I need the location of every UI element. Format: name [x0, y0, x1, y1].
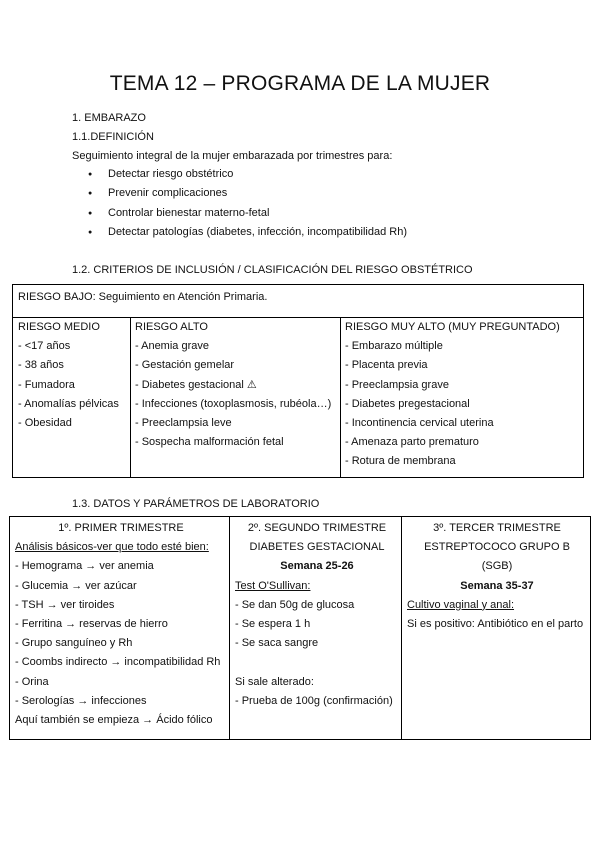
list-item: - Prueba de 100g (confirmación) [235, 694, 393, 707]
section-definicion: 1.1.DEFINICIÓN [72, 131, 154, 143]
trimester-3-subtitle-abbr: (SGB) [481, 560, 513, 573]
divider [130, 317, 131, 477]
page-title: TEMA 12 – PROGRAMA DE LA MUJER [109, 72, 491, 95]
objectives-list [88, 165, 407, 242]
list-item: - Diabetes pregestacional [345, 397, 470, 410]
list-item: - 38 años [18, 359, 64, 372]
section-embarazo: 1. EMBARAZO [72, 112, 146, 124]
divider [340, 317, 341, 477]
list-item: - Anemia grave [135, 340, 209, 353]
list-item: - TSH → ver tiroides [15, 598, 115, 611]
list-item: - Gestación gemelar [135, 359, 235, 372]
list-item: - Glucemia → ver azúcar [15, 579, 137, 592]
list-item: - Hemograma → ver anemia [15, 560, 154, 573]
list-item: - Anomalías pélvicas [18, 397, 119, 410]
trimester-3-subtitle: ESTREPTOCOCO GRUPO B [424, 541, 570, 554]
list-item: - Embarazo múltiple [345, 340, 443, 353]
section-laboratorio: 1.3. DATOS Y PARÁMETROS DE LABORATORIO [72, 498, 320, 510]
risk-low: RIESGO BAJO: Seguimiento en Atención Primaria. [18, 291, 268, 303]
list-item: ● Prevenir complicaciones [88, 184, 407, 203]
list-item: - Incontinencia cervical uterina [345, 416, 494, 429]
list-item: - Ferritina → reservas de hierro [15, 617, 168, 630]
trimester-2-column [235, 519, 399, 711]
culture-label: Cultivo vaginal y anal: [407, 598, 515, 611]
divider [229, 517, 230, 739]
trimester-1-subtitle: Análisis básicos-ver que todo esté bien: [15, 541, 209, 554]
list-item: - Rotura de membrana [345, 455, 456, 468]
risk-high-column [135, 318, 331, 452]
trimester-1-column [15, 519, 227, 730]
list-item: - Diabetes gestacional ⚠ [135, 378, 257, 391]
risk-very-high-header: RIESGO MUY ALTO (MUY PREGUNTADO) [345, 321, 560, 333]
trimester-1-header: 1º. PRIMER TRIMESTRE [58, 522, 184, 534]
trimester-2-header: 2º. SEGUNDO TRIMESTRE [247, 522, 387, 534]
trimester-3-column [407, 519, 587, 634]
definition-intro: Seguimiento integral de la mujer embarazada por trimestres para: [72, 150, 393, 162]
risk-medium-header: RIESGO MEDIO [18, 321, 100, 333]
divider [401, 517, 402, 739]
positive-note: Si es positivo: Antibiótico en el parto [407, 617, 584, 630]
lab-table [9, 516, 591, 740]
spacer [235, 653, 399, 672]
list-item: - Amenaza parto prematuro [345, 436, 479, 449]
list-item: - Serologías → infecciones [15, 694, 147, 707]
list-item: - <17 años [18, 340, 71, 353]
risk-medium-column [18, 318, 119, 433]
test-label: Test O'Sullivan: [235, 579, 311, 592]
list-item: - Se dan 50g de glucosa [235, 598, 355, 611]
list-item: ● Controlar bienestar materno-fetal [88, 204, 407, 223]
risk-high-header: RIESGO ALTO [135, 321, 208, 333]
list-item: - Grupo sanguíneo y Rh [15, 637, 133, 650]
risk-very-high-column [345, 318, 560, 472]
altered-label: Si sale alterado: [235, 675, 314, 688]
list-item: ● Detectar riesgo obstétrico [88, 165, 407, 184]
list-item: ● Detectar patologías (diabetes, infección, incompatibilidad Rh) [88, 223, 407, 242]
list-item: - Sospecha malformación fetal [135, 436, 284, 449]
list-item: - Preeclampsia grave [345, 378, 449, 391]
trimester-3-header: 3º. TERCER TRIMESTRE [433, 522, 561, 534]
list-item: - Obesidad [18, 416, 72, 429]
trimester-3-week: Semana 35-37 [460, 579, 534, 592]
section-criterios: 1.2. CRITERIOS DE INCLUSIÓN / CLASIFICACIÓN DEL RIESGO OBSTÉTRICO [72, 264, 473, 276]
list-item: - Placenta previa [345, 359, 428, 372]
list-item: Aquí también se empieza → Ácido fólico [15, 713, 213, 726]
trimester-2-week: Semana 25-26 [280, 560, 354, 573]
list-item: - Se espera 1 h [235, 617, 311, 630]
list-item: - Orina [15, 675, 49, 688]
list-item: - Infecciones (toxoplasmosis, rubéola…) [135, 397, 332, 410]
list-item: - Preeclampsia leve [135, 416, 232, 429]
list-item: - Fumadora [18, 378, 75, 391]
trimester-2-subtitle: DIABETES GESTACIONAL [249, 541, 385, 554]
risk-table [12, 284, 584, 478]
list-item: - Se saca sangre [235, 637, 319, 650]
list-item: - Coombs indirecto → incompatibilidad Rh [15, 656, 221, 669]
